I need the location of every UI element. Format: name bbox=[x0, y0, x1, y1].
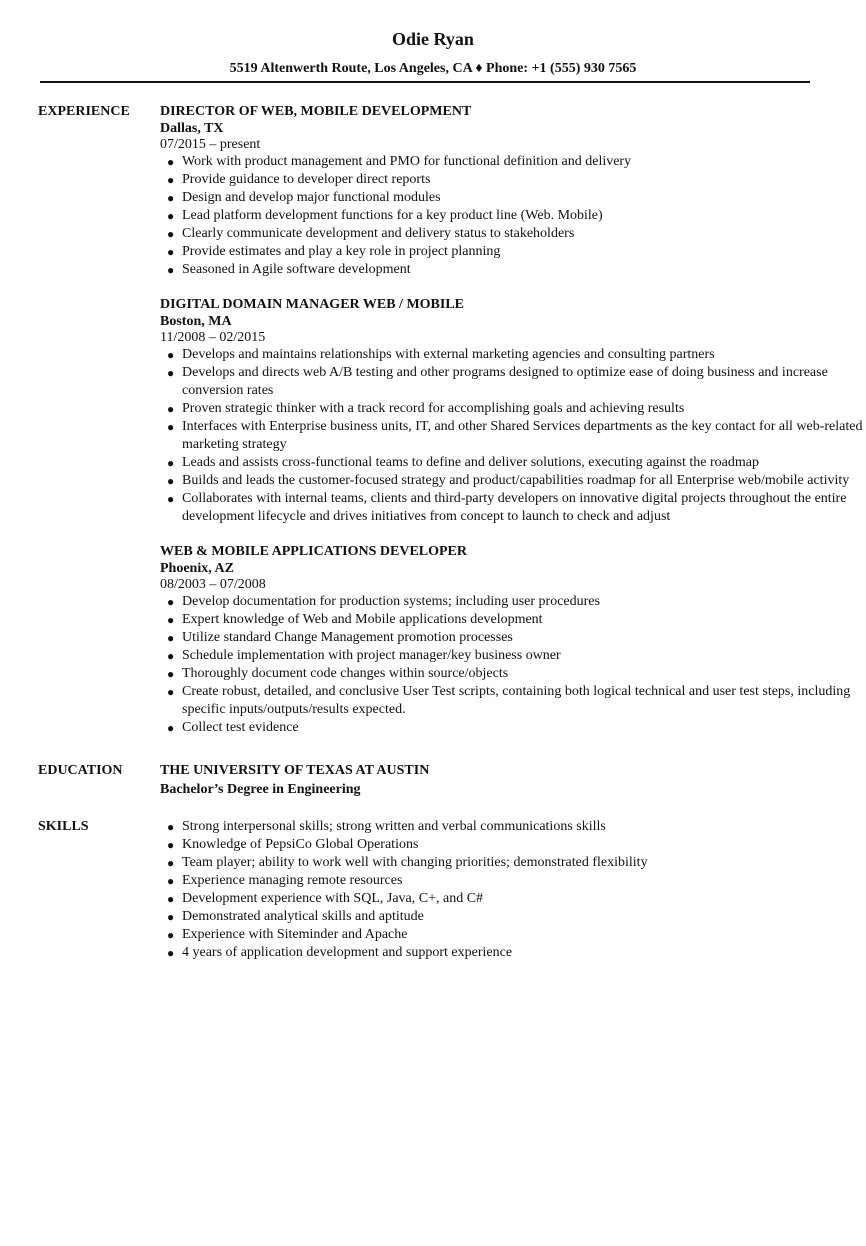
skill-text: Team player; ability to work well with changing priorities; demonstrated flexibility bbox=[182, 855, 648, 870]
skill-text: Knowledge of PepsiCo Global Operations bbox=[182, 837, 419, 852]
bullet-icon: ● bbox=[167, 667, 175, 681]
bullet-text: Provide estimates and play a key role in project planning bbox=[182, 244, 501, 259]
school-name: THE UNIVERSITY OF TEXAS AT AUSTIN bbox=[160, 763, 430, 778]
list-item bbox=[160, 364, 866, 400]
list-item bbox=[160, 490, 866, 526]
skills-body bbox=[160, 818, 866, 962]
education-body bbox=[160, 762, 866, 800]
bullet-text: Develops and maintains relationships with external marketing agencies and consulting partners bbox=[182, 347, 715, 362]
job-title: DIRECTOR OF WEB, MOBILE DEVELOPMENT bbox=[160, 104, 472, 119]
skill-text: Experience with Siteminder and Apache bbox=[182, 927, 408, 942]
job-location: Boston, MA bbox=[160, 314, 232, 329]
job-entry bbox=[160, 103, 866, 279]
bullet-text: Develop documentation for production systems; including user procedures bbox=[182, 594, 600, 609]
list-item bbox=[160, 611, 866, 629]
skills-section bbox=[0, 818, 866, 962]
list-item bbox=[160, 629, 866, 647]
section-label-education: EDUCATION bbox=[38, 763, 123, 778]
list-item bbox=[160, 683, 866, 719]
job-title: WEB & MOBILE APPLICATIONS DEVELOPER bbox=[160, 544, 468, 559]
list-item bbox=[160, 908, 866, 926]
bullet-icon: ● bbox=[167, 191, 175, 205]
bullet-text: Clearly communicate development and delivery status to stakeholders bbox=[182, 226, 575, 241]
bullet-icon: ● bbox=[167, 910, 175, 924]
bullet-icon: ● bbox=[167, 263, 175, 277]
education-section bbox=[0, 762, 866, 800]
job-entry bbox=[160, 296, 866, 526]
bullet-text: Collect test evidence bbox=[182, 720, 299, 735]
list-item bbox=[160, 171, 866, 189]
list-item bbox=[160, 418, 866, 454]
list-item bbox=[160, 400, 866, 418]
list-item bbox=[160, 454, 866, 472]
bullet-text: Expert knowledge of Web and Mobile applications development bbox=[182, 612, 543, 627]
contact-line: 5519 Altenwerth Route, Los Angeles, CA ♦ Phone: +1 (555) 930 7565 bbox=[229, 61, 637, 76]
bullet-icon: ● bbox=[167, 402, 175, 416]
job-title: DIGITAL DOMAIN MANAGER WEB / MOBILE bbox=[160, 297, 465, 312]
job-dates: 08/2003 – 07/2008 bbox=[160, 577, 266, 592]
list-item bbox=[160, 926, 866, 944]
list-item bbox=[160, 836, 866, 854]
bullet-icon: ● bbox=[167, 155, 175, 169]
job-entry bbox=[160, 543, 866, 737]
bullet-text: Design and develop major functional modules bbox=[182, 190, 441, 205]
bullet-icon: ● bbox=[167, 631, 175, 645]
job-bullets bbox=[160, 593, 866, 737]
list-item bbox=[160, 261, 866, 279]
bullet-icon: ● bbox=[167, 649, 175, 663]
bullet-icon: ● bbox=[167, 892, 175, 906]
skill-text: 4 years of application development and support experience bbox=[182, 945, 513, 960]
bullet-icon: ● bbox=[167, 928, 175, 942]
bullet-text: Lead platform development functions for a key product line (Web. Mobile) bbox=[182, 208, 603, 223]
bullet-text: Work with product management and PMO for functional definition and delivery bbox=[182, 154, 632, 169]
list-item bbox=[160, 243, 866, 261]
list-item bbox=[160, 472, 866, 490]
bullet-text: Builds and leads the customer-focused strategy and product/capabilities roadmap for all Enterprise web/mobile activity bbox=[182, 473, 850, 488]
list-item bbox=[160, 854, 866, 872]
skill-text: Demonstrated analytical skills and aptitude bbox=[182, 909, 424, 924]
list-item bbox=[160, 890, 866, 908]
bullet-icon: ● bbox=[167, 456, 175, 470]
bullet-icon: ● bbox=[167, 492, 175, 506]
bullet-icon: ● bbox=[167, 820, 175, 834]
bullet-icon: ● bbox=[167, 613, 175, 627]
bullet-text: Schedule implementation with project manager/key business owner bbox=[182, 648, 561, 663]
bullet-icon: ● bbox=[167, 420, 175, 434]
bullet-text: Collaborates with internal teams, clients and third-party developers on innovative digital projects throughout the entire development lifecycle and drives initiatives from concept to launch to check and adjust bbox=[182, 491, 847, 524]
bullet-text: Provide guidance to developer direct reports bbox=[182, 172, 431, 187]
bullet-text: Interfaces with Enterprise business units, IT, and other Shared Services departments as the key contact for all web-related marketing strategy bbox=[182, 419, 863, 452]
header-divider bbox=[40, 81, 810, 83]
bullet-text: Create robust, detailed, and conclusive User Test scripts, containing both logical technical and user test steps, including specific inputs/outputs/results expected. bbox=[182, 684, 851, 717]
bullet-icon: ● bbox=[167, 245, 175, 259]
list-item bbox=[160, 225, 866, 243]
bullet-icon: ● bbox=[167, 874, 175, 888]
section-label-experience: EXPERIENCE bbox=[38, 104, 130, 119]
job-dates: 07/2015 – present bbox=[160, 137, 261, 152]
list-item bbox=[160, 944, 866, 962]
bullet-text: Thoroughly document code changes within source/objects bbox=[182, 666, 509, 681]
skill-text: Strong interpersonal skills; strong written and verbal communications skills bbox=[182, 819, 606, 834]
bullet-icon: ● bbox=[167, 474, 175, 488]
bullet-text: Develops and directs web A/B testing and other programs designed to optimize ease of doing business and increase conversion rates bbox=[182, 365, 828, 398]
bullet-icon: ● bbox=[167, 366, 175, 380]
bullet-icon: ● bbox=[167, 946, 175, 960]
bullet-icon: ● bbox=[167, 173, 175, 187]
list-item bbox=[160, 719, 866, 737]
bullet-text: Proven strategic thinker with a track record for accomplishing goals and achieving results bbox=[182, 401, 685, 416]
bullet-text: Leads and assists cross-functional teams to define and deliver solutions, executing against the roadmap bbox=[182, 455, 759, 470]
list-item bbox=[160, 153, 866, 171]
list-item bbox=[160, 665, 866, 683]
list-item bbox=[160, 647, 866, 665]
bullet-icon: ● bbox=[167, 227, 175, 241]
job-location: Phoenix, AZ bbox=[160, 561, 234, 576]
bullet-text: Seasoned in Agile software development bbox=[182, 262, 411, 277]
experience-section bbox=[0, 103, 866, 737]
bullet-text: Utilize standard Change Management promotion processes bbox=[182, 630, 513, 645]
skills-list bbox=[160, 818, 866, 962]
bullet-icon: ● bbox=[167, 209, 175, 223]
list-item bbox=[160, 189, 866, 207]
list-item bbox=[160, 207, 866, 225]
list-item bbox=[160, 818, 866, 836]
section-label-skills: SKILLS bbox=[38, 819, 89, 834]
list-item bbox=[160, 872, 866, 890]
bullet-icon: ● bbox=[167, 685, 175, 699]
experience-body bbox=[160, 103, 866, 737]
candidate-name: Odie Ryan bbox=[392, 29, 474, 49]
skill-text: Experience managing remote resources bbox=[182, 873, 403, 888]
bullet-icon: ● bbox=[167, 348, 175, 362]
job-dates: 11/2008 – 02/2015 bbox=[160, 330, 266, 345]
job-location: Dallas, TX bbox=[160, 121, 224, 136]
bullet-icon: ● bbox=[167, 838, 175, 852]
skill-text: Development experience with SQL, Java, C+, and C# bbox=[182, 891, 484, 906]
job-bullets bbox=[160, 153, 866, 279]
bullet-icon: ● bbox=[167, 595, 175, 609]
job-bullets bbox=[160, 346, 866, 526]
bullet-icon: ● bbox=[167, 856, 175, 870]
list-item bbox=[160, 593, 866, 611]
degree: Bachelor’s Degree in Engineering bbox=[160, 782, 361, 797]
list-item bbox=[160, 346, 866, 364]
bullet-icon: ● bbox=[167, 721, 175, 735]
